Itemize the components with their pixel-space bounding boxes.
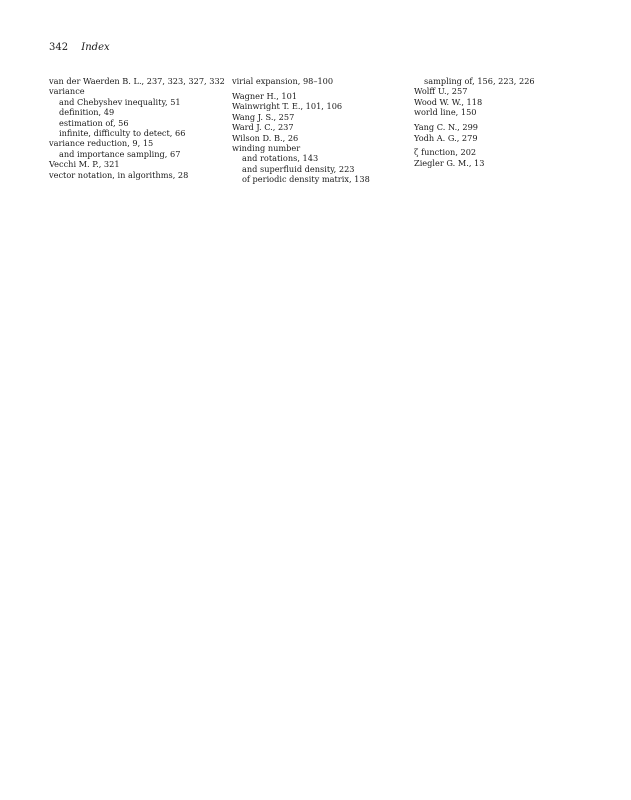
index-column-2	[232, 76, 412, 185]
page-header	[49, 42, 110, 53]
index-entry: Wagner H., 101	[232, 90, 298, 101]
index-entry: Wang J. S., 257	[232, 111, 295, 122]
index-entry: van der Waerden B. L., 237, 323, 327, 332	[49, 76, 225, 86]
index-entry: Yang C. N., 299	[414, 122, 479, 133]
index-entry: Wood W. W., 118	[414, 96, 483, 107]
index-entry: Vecchi M. P., 321	[49, 159, 120, 170]
index-subentry: sampling of, 156, 223, 226	[424, 76, 535, 86]
index-entry: Ziegler G. M., 13	[414, 157, 485, 168]
index-subentry: and Chebyshev inequality, 51	[59, 96, 181, 107]
index-column-1	[49, 76, 231, 180]
index-entry: ζ function, 202	[414, 147, 477, 158]
index-subentry: definition, 49	[59, 107, 115, 118]
index-entry: world line, 150	[414, 107, 477, 118]
page-number: 342	[49, 42, 69, 53]
index-entry: Wainwright T. E., 101, 106	[232, 101, 343, 112]
index-entry: Yodh A. G., 279	[414, 132, 478, 143]
index-entry: virial expansion, 98–100	[232, 76, 334, 86]
index-entry: vector notation, in algorithms, 28	[49, 169, 189, 180]
page-title: Index	[81, 42, 110, 53]
index-entry: Wolff U., 257	[414, 86, 468, 97]
index-entry: variance reduction, 9, 15	[49, 138, 154, 149]
index-subentry: and rotations, 143	[242, 153, 319, 164]
index-entry: winding number	[232, 142, 301, 153]
index-subentry: and importance sampling, 67	[59, 148, 181, 159]
index-subentry: of periodic density matrix, 138	[242, 174, 370, 185]
index-subentry: estimation of, 56	[59, 117, 129, 128]
index-entry: Ward J. C., 237	[232, 122, 294, 133]
index-subentry: infinite, difficulty to detect, 66	[59, 128, 186, 139]
index-entry: variance	[49, 86, 85, 97]
index-entry: Wilson D. B., 26	[232, 132, 299, 143]
index-column-3	[414, 76, 584, 168]
index-subentry: and superfluid density, 223	[242, 163, 355, 174]
